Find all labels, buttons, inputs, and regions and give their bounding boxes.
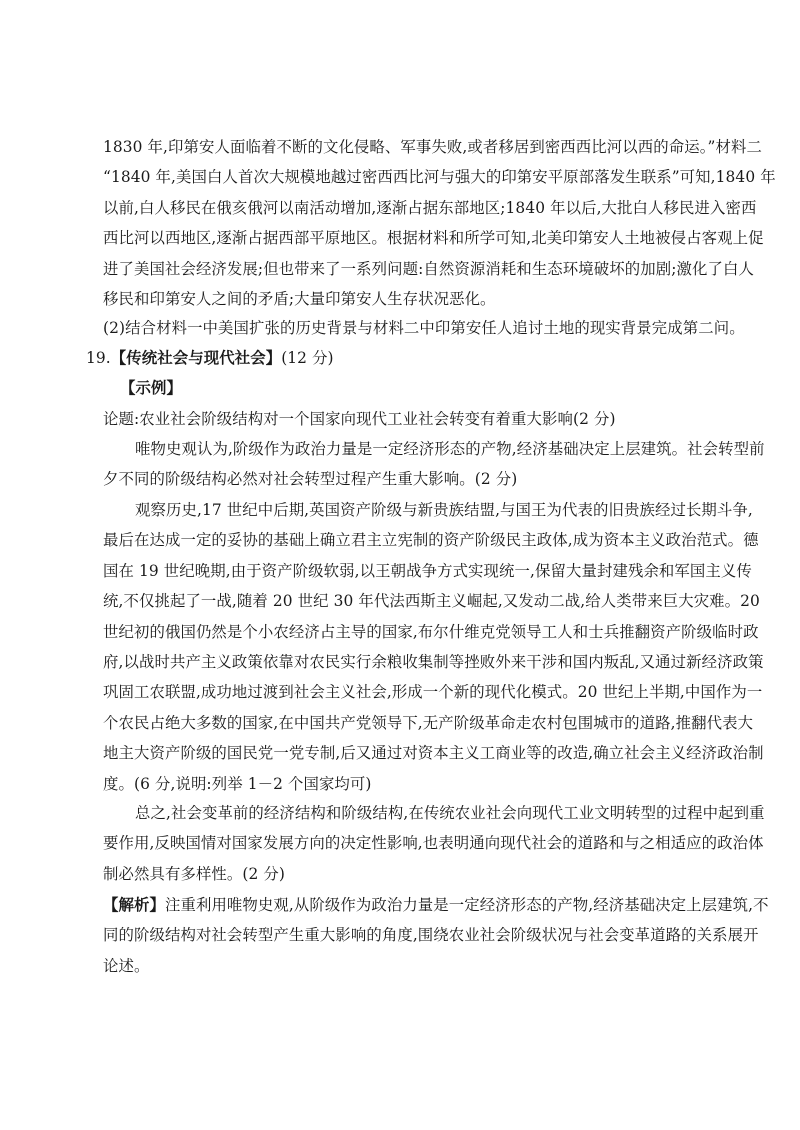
text-line: 度。(6 分,说明:列举 1－2 个国家均可) [103, 774, 372, 793]
text-line: 个农民占绝大多数的国家,在中国共产党领导下,无产阶级革命走农村包围城市的道路,推翻代表大 [103, 713, 754, 732]
thesis-line: 论题:农业社会阶级结构对一个国家向现代工业社会转变有着重大影响(2 分) [103, 410, 616, 428]
text-line: 世纪初的俄国仍然是个小农经济占主导的国家,布尔什维克党领导工人和士兵推翻资产阶级临时政 [103, 622, 759, 641]
question-number: 19. [86, 349, 111, 367]
text-line: 统,不仅挑起了一战,随着 20 世纪 30 年代法西斯主义崛起,又发动二战,给人类带来巨大灾难。20 [103, 592, 760, 611]
text-line: 论述。 [103, 956, 150, 975]
text-line: 制必然具有多样性。(2 分) [103, 864, 285, 883]
text-line: 以前,白人移民在俄亥俄河以南活动增加,逐渐占据东部地区;1840 年以后,大批白人移民进入密西 [103, 198, 757, 217]
text-line: 进了美国社会经济发展;但也带来了一系列问题:自然资源消耗和生态环境破坏的加剧;激化了白人 [103, 259, 754, 278]
material-analysis-paragraph [103, 132, 776, 314]
question-19-heading [86, 343, 756, 373]
paragraph-history [103, 495, 764, 799]
sub-answer-2: (2)结合材料一中美国扩张的历史背景与材料二中印第安任人追讨土地的现实背景完成第二问。 [103, 319, 745, 337]
text-line: 观察历史,17 世纪中后期,英国资产阶级与新贵族结盟,与国王为代表的旧贵族经过长期斗争, [135, 501, 753, 519]
text-line: 要作用,反映国情对国家发展方向的决定性影响,也表明通向现代社会的道路和与之相适应的政治体 [103, 834, 764, 853]
sample-label: 【示例】 [120, 379, 182, 397]
question-title: 【传统社会与现代社会】 [110, 349, 282, 367]
text-line: 唯物史观认为,阶级作为政治力量是一定经济形态的产物,经济基础决定上层建筑。社会转型前 [135, 440, 765, 458]
text-line: 移民和印第安人之间的矛盾;大量印第安人生存状况恶化。 [103, 289, 496, 308]
analysis-label: 【解析】 [103, 896, 165, 914]
paragraph-theory [103, 434, 765, 495]
text-line: 同的阶级结构对社会转型产生重大影响的角度,围绕农业社会阶级状况与社会变革道路的关系展开 [103, 926, 759, 945]
text-line: 最后在达成一定的妥协的基础上确立君主立宪制的资产阶级民主政体,成为资本主义政治范式。德 [103, 531, 759, 550]
text-line: 巩固工农联盟,成功地过渡到社会主义社会,形成一个新的现代化模式。20 世纪上半期,中国作为一 [103, 683, 763, 702]
text-line: 国在 19 世纪晚期,由于资产阶级软弱,以王朝战争方式实现统一,保留大量封建残余和军国主义传 [103, 561, 752, 580]
text-line [103, 890, 769, 920]
text-line: 1830 年,印第安人面临着不断的文化侵略、军事失败,或者移居到密西西比河以西的命运。”材料二 [103, 138, 762, 156]
paragraph-conclusion [103, 798, 765, 889]
analysis-text: 注重利用唯物史观,从阶级作为政治力量是一定经济形态的产物,经济基础决定上层建筑,不 [164, 896, 769, 914]
text-line: “1840 年,美国白人首次大规模地越过密西西比河与强大的印第安平原部落发生联系”可知,1840 年 [103, 168, 776, 187]
text-line: 夕不同的阶级结构必然对社会转型过程产生重大影响。(2 分) [103, 470, 518, 489]
analysis-paragraph [103, 890, 769, 981]
text-line: 府,以战时共产主义政策依靠对农民实行余粮收集制等挫败外来干涉和国内叛乱,又通过新经济政策 [103, 652, 764, 671]
text-line: 总之,社会变革前的经济结构和阶级结构,在传统农业社会向现代工业文明转型的过程中起到重 [135, 804, 765, 822]
text-line: 西比河以西地区,逐渐占据西部平原地区。根据材料和所学可知,北美印第安人土地被侵占客观上促 [103, 229, 764, 248]
question-score: (12 分) [281, 349, 334, 367]
text-line: 地主大资产阶级的国民党一党专制,后又通过对资本主义工商业等的改造,确立社会主义经济政治制 [103, 744, 764, 763]
